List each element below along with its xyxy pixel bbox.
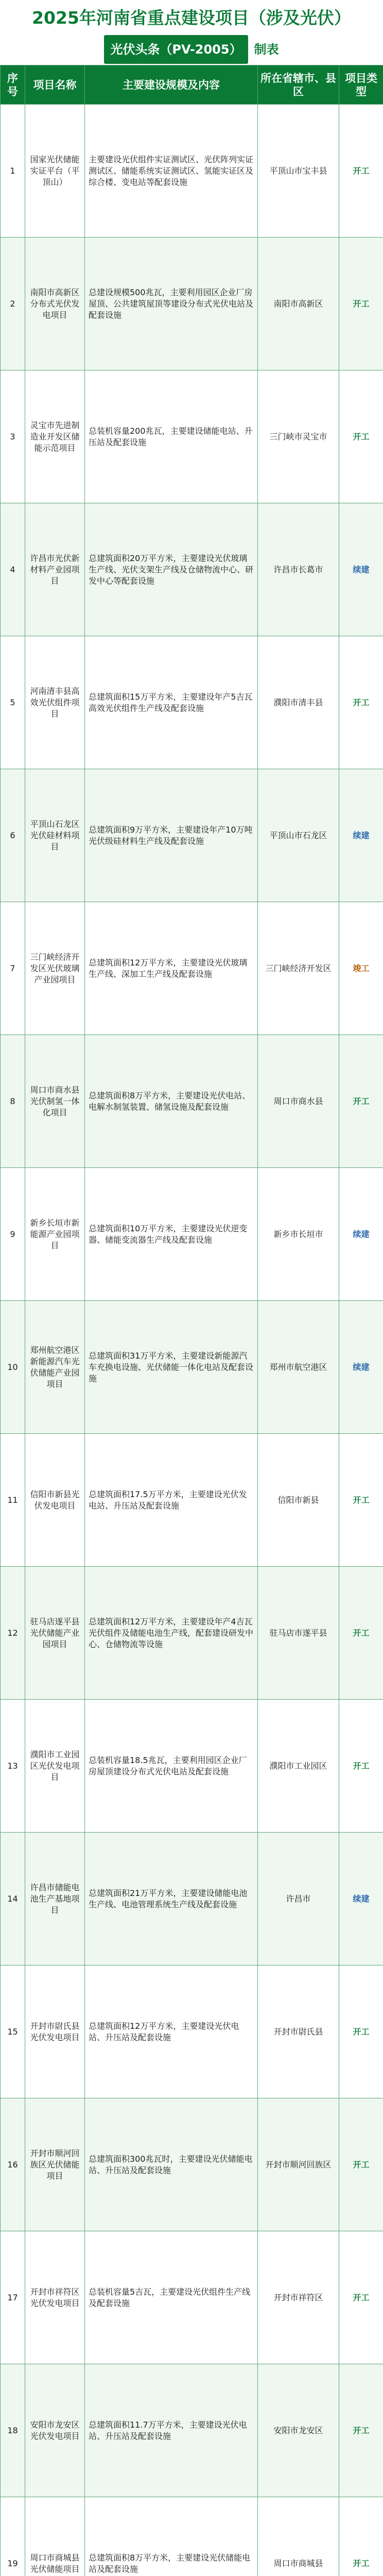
cell-project-name: 开封市顺河回族区光伏储能项目 [25,2098,85,2231]
cell-construction-content: 总建筑面积12万平方米，主要建设光伏电站、升压站及配套设施 [85,1965,258,2098]
subtitle [0,35,383,65]
cell-project-type: 开工 [339,105,383,238]
cell-project-name: 新乡长垣市新能源产业园项目 [25,1168,85,1301]
cell-construction-content: 总建筑面积15万平方米，主要建设年产5吉瓦高效光伏组件生产线及配套设施 [85,636,258,769]
cell-project-type: 续建 [339,1301,383,1434]
cell-project-name: 许昌市光伏新材料产业园项目 [25,503,85,636]
cell-number: 8 [1,1035,25,1168]
cell-location: 信阳市新县 [258,1434,339,1567]
cell-project-type: 竣工 [339,902,383,1035]
cell-project-type: 开工 [339,2231,383,2364]
table-body [1,105,383,2576]
cell-project-name: 灵宝市先进制造业开发区储能示范项目 [25,370,85,503]
cell-project-type: 开工 [339,238,383,370]
table-row [1,370,383,503]
cell-number: 6 [1,769,25,902]
cell-project-type: 开工 [339,2364,383,2497]
header-type: 项目类型 [339,65,383,105]
cell-location: 许昌市长葛市 [258,503,339,636]
cell-location: 新乡市长垣市 [258,1168,339,1301]
table-row [1,1434,383,1567]
cell-project-name: 濮阳市工业园区光伏发电项目 [25,1700,85,1833]
cell-location: 开封市祥符区 [258,2231,339,2364]
cell-number: 17 [1,2231,25,2364]
cell-number: 7 [1,902,25,1035]
cell-project-name: 周口市商水县光伏制氢一体化项目 [25,1035,85,1168]
cell-location: 濮阳市清丰县 [258,636,339,769]
table-row [1,1965,383,2098]
cell-construction-content: 总建筑面积12万平方米，主要建设光伏玻璃生产线、深加工生产线及配套设施 [85,902,258,1035]
cell-construction-content: 主要建设光伏组件实证测试区、光伏阵列实证测试区、储能系统实证测试区、氢能实证区及综合楼、变电站等配套设施 [85,105,258,238]
cell-construction-content: 总装机容量5吉瓦，主要建设光伏组件生产线及配套设施 [85,2231,258,2364]
cell-location: 三门峡市灵宝市 [258,370,339,503]
table-row [1,636,383,769]
cell-project-type: 开工 [339,636,383,769]
header-name: 项目名称 [25,65,85,105]
table-row [1,238,383,370]
cell-construction-content: 总建筑面积20万平方米，主要建设光伏玻璃生产线、光伏支架生产线及仓储物流中心、研发中心等配套设施 [85,503,258,636]
cell-construction-content: 总装机容量200兆瓦，主要建设储能电站、升压站及配套设施 [85,370,258,503]
cell-project-type: 续建 [339,1833,383,1965]
table-row [1,1168,383,1301]
header-no: 序号 [1,65,25,105]
cell-project-type: 续建 [339,1168,383,1301]
cell-number: 13 [1,1700,25,1833]
cell-construction-content: 总建筑面积300兆瓦时，主要建设光伏储能电站、升压站及配套设施 [85,2098,258,2231]
cell-location: 郑州市航空港区 [258,1301,339,1434]
cell-number: 10 [1,1301,25,1434]
cell-project-name: 开封市尉氏县光伏发电项目 [25,1965,85,2098]
cell-construction-content: 总建筑面积10万平方米，主要建设光伏逆变器、储能变流器生产线及配套设施 [85,1168,258,1301]
cell-number: 16 [1,2098,25,2231]
table-row [1,1833,383,1965]
table-row [1,1567,383,1700]
cell-project-name: 平顶山石龙区光伏硅材料项目 [25,769,85,902]
cell-location: 平顶山市石龙区 [258,769,339,902]
cell-number: 2 [1,238,25,370]
table-row [1,2497,383,2576]
header-content: 主要建设规模及内容 [85,65,258,105]
cell-project-type: 开工 [339,1035,383,1168]
cell-construction-content: 总建筑面积17.5万平方米，主要建设光伏发电站、升压站及配套设施 [85,1434,258,1567]
cell-project-name: 三门峡经济开发区光伏玻璃产业园项目 [25,902,85,1035]
cell-location: 三门峡经济开发区 [258,902,339,1035]
table-row [1,503,383,636]
cell-project-name: 郑州航空港区新能源汽车光伏储能产业园项目 [25,1301,85,1434]
table-row [1,1700,383,1833]
cell-construction-content: 总装机容量18.5兆瓦，主要利用园区企业厂房屋顶建设分布式光伏电站及配套设施 [85,1700,258,1833]
cell-location: 开封市顺河回族区 [258,2098,339,2231]
cell-project-type: 开工 [339,370,383,503]
cell-location: 开封市尉氏县 [258,1965,339,2098]
cell-project-name: 南阳市高新区分布式光伏发电项目 [25,238,85,370]
cell-project-name: 安阳市龙安区光伏发电项目 [25,2364,85,2497]
cell-project-type: 开工 [339,1434,383,1567]
cell-project-type: 开工 [339,1567,383,1700]
cell-project-type: 开工 [339,1700,383,1833]
cell-construction-content: 总建筑面积21万平方米，主要建设储能电池生产线、电池管理系统生产线及配套设施 [85,1833,258,1965]
cell-number: 12 [1,1567,25,1700]
cell-construction-content: 总建筑面积12万平方米，主要建设年产4吉瓦光伏组件及储能电池生产线，配套建设研发中心、仓储物流等设施 [85,1567,258,1700]
cell-project-name: 开封市祥符区光伏发电项目 [25,2231,85,2364]
cell-project-name: 周口市商城县光伏储能项目 [25,2497,85,2576]
cell-construction-content: 总建筑面积8万平方米，主要建设光伏储能电站及配套设施 [85,2497,258,2576]
cell-project-type: 开工 [339,1965,383,2098]
cell-number: 9 [1,1168,25,1301]
project-table [0,65,383,2576]
cell-location: 平顶山市宝丰县 [258,105,339,238]
table-row [1,1035,383,1168]
header-location: 所在省辖市、县区 [258,65,339,105]
cell-project-name: 驻马店遂平县光伏储能产业园项目 [25,1567,85,1700]
cell-construction-content: 总建筑面积11.7万平方米，主要建设光伏电站、升压站及配套设施 [85,2364,258,2497]
cell-location: 南阳市高新区 [258,238,339,370]
cell-construction-content: 总建筑面积9万平方米，主要建设年产10万吨光伏级硅材料生产线及配套设施 [85,769,258,902]
cell-location: 周口市商水县 [258,1035,339,1168]
cell-location: 许昌市 [258,1833,339,1965]
table-row [1,769,383,902]
table-row [1,1301,383,1434]
cell-number: 15 [1,1965,25,2098]
cell-construction-content: 总建筑面积8万平方米，主要建设光伏电站、电解水制氢装置、储氢设施及配套设施 [85,1035,258,1168]
table-row [1,105,383,238]
table-row [1,902,383,1035]
cell-number: 3 [1,370,25,503]
cell-location: 濮阳市工业园区 [258,1700,339,1833]
page-title: 2025年河南省重点建设项目（涉及光伏） [32,8,351,28]
cell-location: 驻马店市遂平县 [258,1567,339,1700]
table-header-row [1,65,383,105]
cell-location: 周口市商城县 [258,2497,339,2576]
cell-location: 安阳市龙安区 [258,2364,339,2497]
cell-number: 18 [1,2364,25,2497]
cell-number: 14 [1,1833,25,1965]
cell-construction-content: 总建筑面积31万平方米，主要建设新能源汽车充换电设施、光伏储能一体化电站及配套设施 [85,1301,258,1434]
table-row [1,2098,383,2231]
cell-number: 4 [1,503,25,636]
cell-number: 11 [1,1434,25,1567]
cell-project-type: 续建 [339,503,383,636]
cell-number: 19 [1,2497,25,2576]
cell-project-type: 开工 [339,2497,383,2576]
cell-project-name: 国家光伏储能实证平台（平顶山） [25,105,85,238]
cell-project-type: 开工 [339,2098,383,2231]
table-row [1,2364,383,2497]
cell-construction-content: 总建设规模500兆瓦，主要利用园区企业厂房屋顶、公共建筑屋顶等建设分布式光伏电站及配套设施 [85,238,258,370]
cell-project-type: 续建 [339,769,383,902]
cell-project-name: 河南清丰县高效光伏组件项目 [25,636,85,769]
cell-project-name: 信阳市新县光伏发电项目 [25,1434,85,1567]
table-row [1,2231,383,2364]
cell-project-name: 许昌市储能电池生产基地项目 [25,1833,85,1965]
cell-number: 5 [1,636,25,769]
subtitle-text: 制表 [254,42,279,57]
source-badge: 光伏头条（PV-2005） [104,35,248,64]
cell-number: 1 [1,105,25,238]
